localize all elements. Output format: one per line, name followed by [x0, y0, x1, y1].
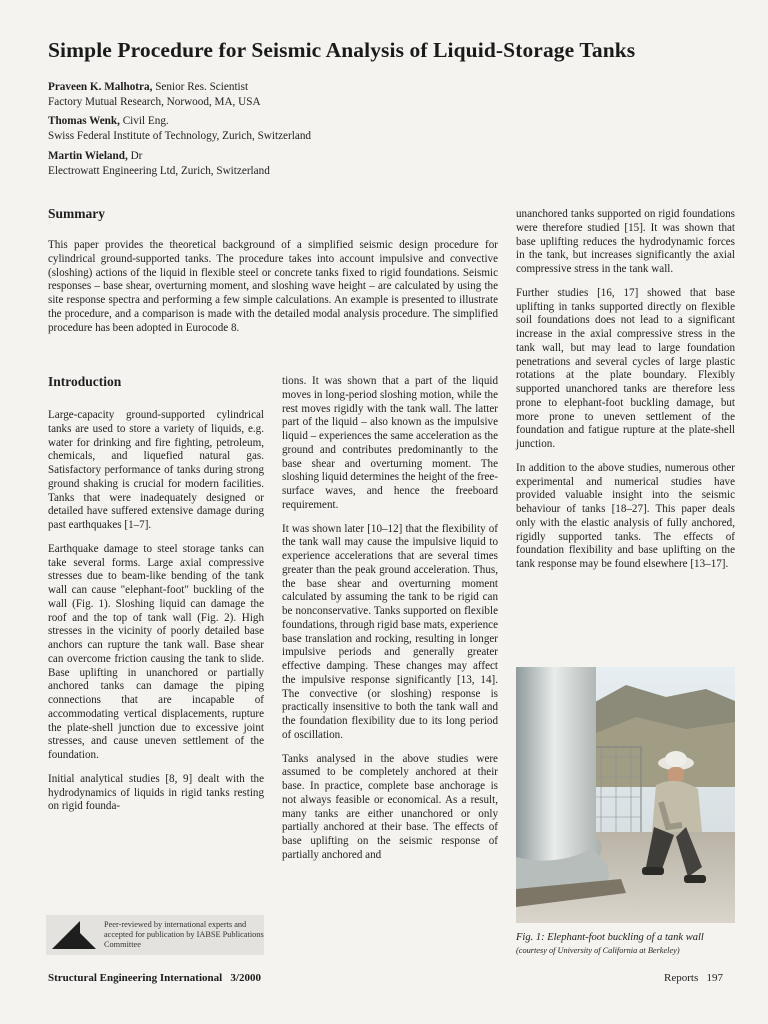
- author-role: Civil Eng.: [122, 115, 169, 127]
- paragraph: Further studies [16, 17] showed that base uplifting in tanks supported directly on flexible soil foundations does not lead to a significant increase in the axial compressive stress in the tank wall, but may lead to large foundation penetrations and several cycles of large plastic rotations at the plate boundary. Flexibly supported unanchored tanks are therefore less prone to elephant-foot buckling damage, but more prone to uneven settlement of the foundation and fatigue rupture at the plate-shell junction.: [516, 286, 735, 450]
- author-role: Dr: [130, 150, 143, 162]
- paragraph: Large-capacity ground-supported cylindrical tanks are used to store a variety of liquids, e.g. water for drinking and fire fighting, petroleum, chemicals, and liquefied natural gas. Satisfactory performance of tanks during strong ground shaking is crucial for modern facilities. Tanks that were inadequately designed or detailed have suffered extensive damage during past earthquakes [1–7].: [48, 409, 264, 531]
- author-affiliation: Swiss Federal Institute of Technology, Zurich, Switzerland: [48, 129, 312, 142]
- paragraph: It was shown later [10–12] that the flexibility of the tank wall may cause the impulsive liquid to experience accelerations that are several times greater than the peak ground acceleration. Thus, the base shear and overturning moment calculated by assuming the tank to be rigid can be nonconservative. Tanks supported on flexible foundations, through rigid base mats, experience base translation and rocking, resulting in longer impulsive periods and generally greater effective damping. These changes may affect the impulsive response significantly [13, 14]. The convective (or sloshing) response is practically insensitive to both the tank wall and the foundation flexibility due to its long period of oscillation.: [282, 522, 498, 741]
- author-3: [48, 149, 270, 178]
- author-2: [48, 114, 311, 143]
- caption-text: Fig. 1: Elephant-foot buckling of a tank wall: [516, 932, 704, 943]
- body-column-1: [48, 409, 264, 824]
- caption-credit: (courtesy of University of California at Berkeley): [516, 946, 680, 955]
- paragraph: Tanks analysed in the above studies were assumed to be completely anchored at their base. In practice, complete base anchorage is not always feasible or economical. As a result, many tanks are either unanchored or only partially anchored at their base. The effects of base uplifting on the seismic response of partially anchored and: [282, 752, 498, 861]
- author-affiliation: Factory Mutual Research, Norwood, MA, USA: [48, 95, 261, 108]
- body-column-2: [282, 375, 498, 873]
- author-affiliation: Electrowatt Engineering Ltd, Zurich, Switzerland: [48, 164, 270, 177]
- paragraph: tions. It was shown that a part of the liquid moves in long-period sloshing motion, while the rest moves rigidly with the tank wall. The latter part of the liquid – also known as the impulsive liquid – experiences the same acceleration as the ground and contributes predominantly to the base shear and overturning moment. The sloshing liquid determines the height of the free-surface waves, and hence the freeboard requirement.: [282, 375, 498, 511]
- journal-footer: Structural Engineering International 3/2000: [48, 972, 261, 984]
- peer-review-box: [46, 915, 264, 955]
- author-role: Senior Res. Scientist: [155, 81, 249, 93]
- paragraph: Earthquake damage to steel storage tanks can take several forms. Large axial compressive stresses due to beam-like bending of the tank wall can cause "elephant-foot" buckling of the wall (Fig. 1). Sloshing liquid can damage the roof and the top of tank wall (Fig. 2). High stresses in the vicinity of poorly detailed base anchors can rupture the tank wall. Base shear can overcome friction causing the tank to slide. Base uplifting in unanchored or partially anchored tanks can damage the piping connections that are incapable of accommodating vertical displacements, rupture the plate-shell junction due to excessive joint stresses, and cause uneven settlement of the foundation.: [48, 542, 264, 761]
- paragraph: In addition to the above studies, numerous other experimental and numerical studies have provided valuable insight into the seismic behaviour of tanks [18–27]. This paper deals only with the elastic analysis of fully anchored, rigidly supported tanks. The effects of foundation flexibility and base uplifting on the tank response may be found elsewhere [13–17].: [516, 461, 735, 570]
- figure-caption: [516, 931, 735, 957]
- summary-text: This paper provides the theoretical background of a simplified seismic design procedure for cylindrical ground-supported tanks. The procedure takes into account impulsive and convective (sloshing) actions of the liquid in flexible steel or concrete tanks fixed to rigid foundations. Seismic responses – base shear, overturning moment, and sloshing wave height – are calculated by using the site response spectra and performing a few simple calculations. An example is presented to illustrate the procedure, and a comparison is made with the detailed modal analysis procedure. The simplified procedure has been adopted in Eurocode 8.: [48, 239, 498, 334]
- figure-photo: [516, 667, 735, 923]
- introduction-heading: Introduction: [48, 374, 122, 389]
- author-name: Martin Wieland,: [48, 150, 128, 162]
- elephant-foot-tank-photo: [516, 667, 735, 923]
- paragraph: Initial analytical studies [8, 9] dealt with the hydrodynamics of liquids in rigid tanks resting on rigid founda-: [48, 772, 264, 813]
- author-1: [48, 80, 261, 109]
- paper-title: Simple Procedure for Seismic Analysis of Liquid-Storage Tanks: [48, 38, 636, 62]
- summary-heading: Summary: [48, 206, 105, 221]
- author-name: Praveen K. Malhotra,: [48, 81, 153, 93]
- body-column-3: [516, 208, 735, 582]
- paragraph: unanchored tanks supported on rigid foundations were therefore studied [15]. It was shown that base uplifting reduces the hydrodynamic forces in the tank, but increases significantly the axial compressive stress in the tank wall.: [516, 208, 735, 275]
- author-name: Thomas Wenk,: [48, 115, 120, 127]
- page-number: Reports 197: [664, 972, 723, 984]
- iabse-logo-icon: [50, 919, 98, 951]
- peer-review-text: Peer-reviewed by international experts and accepted for publication by IABSE Publications Committee: [104, 920, 264, 949]
